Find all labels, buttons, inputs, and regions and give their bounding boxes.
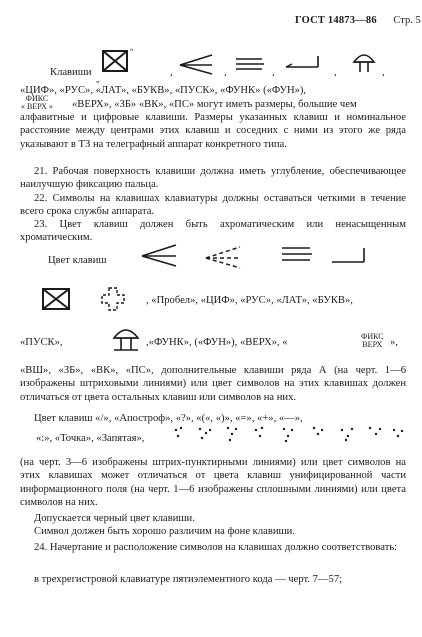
triple-line-icon (234, 56, 266, 74)
cross-symbol-icon (100, 286, 126, 312)
page-header (295, 14, 421, 27)
color-keys-punct-line: Цвет клавиш «/», «Апостроф», «?», «(«, «)», «=», «+», «—», (34, 413, 303, 424)
paragraph-symbol-visible: Символ должен быть хорошо различим на фоне клавиши. (34, 526, 295, 537)
standard-number: ГОСТ 14873—86 (295, 15, 377, 26)
paragraph-23: 23. Цвет клавиш должен быть ахроматическим или ненасыщенным хроматическим. (20, 219, 406, 244)
comma: , (334, 67, 337, 78)
triple-line-icon (280, 244, 314, 264)
paragraph-additional-keys: «ВШ», «ЗБ», «ВК», «ПС», дополнительные клавиши ряда А (на черт. 1—6 изображены штриховыми линиями) или цвет символов на этих клавишах должен отличаться от цвета остальных клавиш или символов на них. (20, 365, 406, 403)
color-keys-punct-line2: «:», «Точка», «Запятая», (36, 433, 145, 444)
paragraph-dash-lines: (на черт. 3—6 изображены штрих-пунктирными линиями) или цвет символов на этих клавишах может отличаться от цвета клавиш унифицированной части информационного поля (на черт. 1—6 изображены сплошными линиями) или цвета символов на них. (20, 457, 406, 509)
dotted-symbols-icon (170, 424, 406, 446)
fiks-top: ФИКС (25, 94, 49, 103)
left-fan-arrows-icon (178, 52, 214, 76)
bell-icon (352, 50, 376, 76)
bell-icon (112, 324, 140, 354)
page-number: 5 (415, 15, 421, 26)
keys-size-rest: алфавитные и цифровые клавиши. Размеры указанных клавиш и номинальное расстояние между центрами этих клавиш и соседних с ними из этого же ряда указывают в ТЗ на телеграфный аппарат конкретного типа. (20, 112, 406, 150)
keys-size-line: «ЦИФ», «РУС», «ЛАТ», «БУКВ», «ПУСК», «ФУНК» («ФУН»), (20, 85, 307, 96)
color-keys-label: Цвет клавиш (48, 255, 107, 266)
fiks-top: ФИКС (361, 332, 384, 341)
page-label: Стр. (393, 15, 413, 26)
crossed-box-icon (102, 50, 128, 72)
dashed-fan-arrows-icon (204, 244, 244, 270)
crossed-box-icon (42, 288, 70, 310)
fiks-bottom: « ВЕРХ » (21, 102, 53, 111)
comma: , (272, 67, 275, 78)
paragraph-22: 22. Символы на клавишах клавиатуры должны оставаться четкими в течение всего срока службы аппарата. (20, 193, 406, 218)
keys-label: Клавиши (50, 67, 92, 78)
open-quote: „ (96, 75, 100, 84)
paragraph-black-color: Допускается черный цвет клавиши. (34, 513, 195, 524)
fiks-bottom: ВЕРХ (362, 340, 383, 349)
comma: , (170, 67, 173, 78)
space-keys-line: , «Пробел», «ЦИФ», «РУС», «ЛАТ», «БУКВ», (146, 295, 353, 306)
fiks-verh-stack (21, 95, 53, 111)
left-fan-arrows-icon (140, 242, 180, 268)
return-arrow-icon (330, 246, 370, 268)
return-arrow-icon (284, 54, 324, 74)
paragraph-21: 21. Рабочая поверхность клавиши должна иметь углубление, обеспечивающее наилучшую фиксацию пальца. (20, 166, 406, 191)
keys-size-line2: «ВЕРХ», «ЗБ» «ВК», «ПС» могут иметь размеры, большие чем (72, 99, 357, 110)
row-end: », (390, 337, 398, 348)
funk-keys-line: ,«ФУНК», («ФУН»), «ВЕРХ», « (146, 337, 288, 348)
paragraph-three-register: в трехрегистровой клавиатуре пятиэлементного кода — черт. 7—57; (34, 574, 343, 585)
paragraph-24: 24. Начертание и расположение символов на клавишах должно соответствовать: (34, 542, 398, 553)
fiks-verh-stack (361, 333, 384, 349)
comma: , (224, 67, 227, 78)
pusk-key: «ПУСК», (20, 337, 63, 348)
comma: , (382, 67, 385, 78)
close-quote: “ (130, 47, 134, 56)
